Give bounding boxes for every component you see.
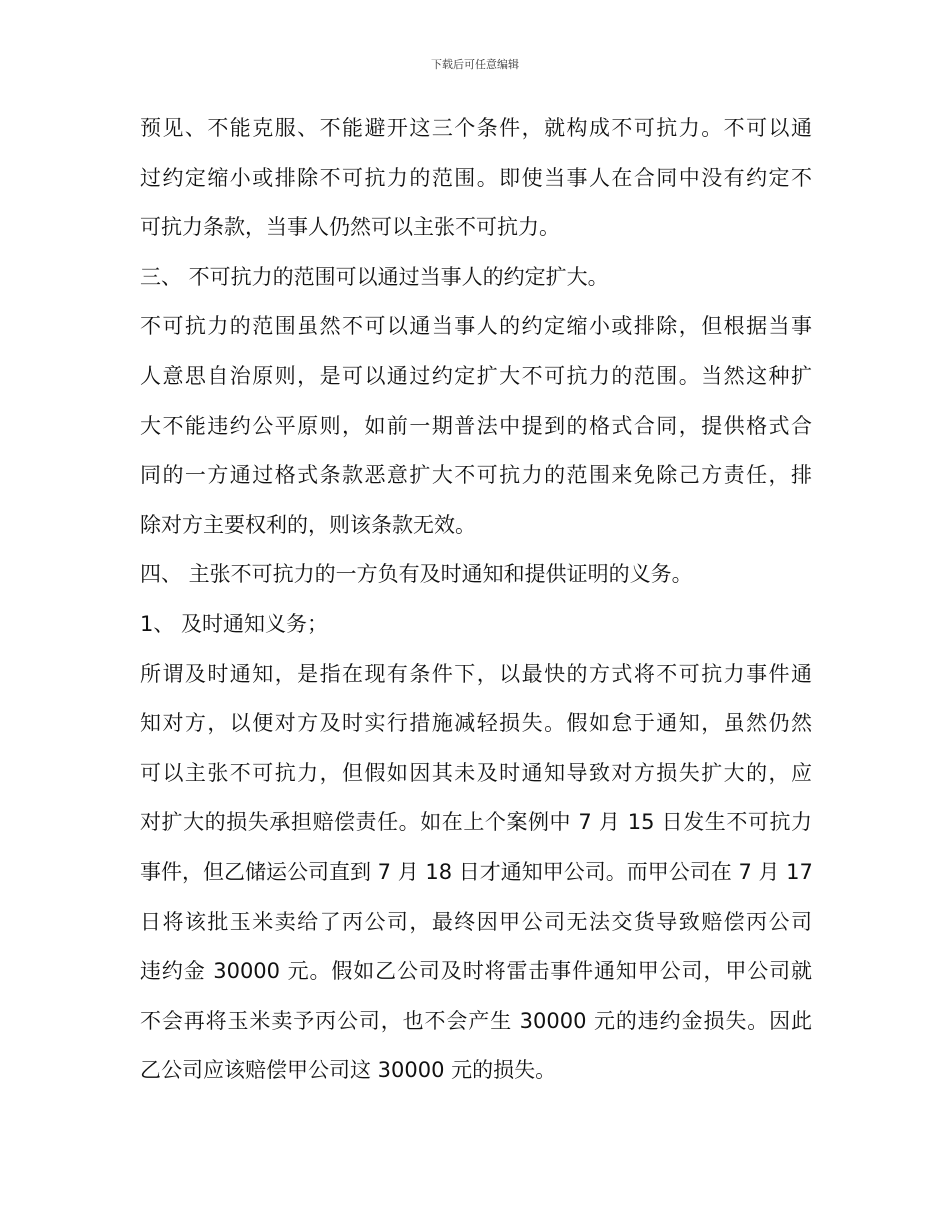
text-line-6: 人意思自治原则，是可以通过约定扩大不可抗力的范围。当然这种扩 [140, 363, 812, 388]
text-line-12: 所谓及时通知，是指在现有条件下，以最快的方式将不可抗力事件通 [140, 661, 812, 686]
subsection-heading-1: 1、 及时通知义务； [140, 611, 329, 636]
text-line-5: 不可抗力的范围虽然不可以通当事人的约定缩小或排除，但根据当事 [140, 314, 812, 339]
section-heading-4: 四、 主张不可抗力的一方负有及时通知和提供证明的义务。 [140, 562, 693, 587]
text-line-20: 乙公司应该赔偿甲公司这 30000 元的损失。 [140, 1058, 557, 1083]
text-line-1: 预见、不能克服、不能避开这三个条件，就构成不可抗力。不可以通 [140, 116, 812, 140]
text-line-19: 不会再将玉米卖予丙公司，也不会产生 30000 元的违约金损失。因此 [140, 1008, 812, 1033]
text-line-9: 除对方主要权利的，则该条款无效。 [140, 512, 476, 537]
document-body [140, 104, 812, 1096]
text-line-14: 可以主张不可抗力，但假如因其未及时通知导致对方损失扩大的，应 [140, 760, 812, 785]
text-line-2: 过约定缩小或排除不可抗力的范围。即使当事人在合同中没有约定不 [140, 165, 812, 190]
text-line-16: 事件，但乙储运公司直到 7 月 18 日才通知甲公司。而甲公司在 7 月 17 [140, 859, 813, 884]
text-line-18: 违约金 30000 元。假如乙公司及时将雷击事件通知甲公司，甲公司就 [140, 959, 812, 984]
text-line-3: 可抗力条款，当事人仍然可以主张不可抗力。 [140, 215, 560, 240]
text-line-8: 同的一方通过格式条款恶意扩大不可抗力的范围来免除己方责任，排 [140, 463, 812, 488]
text-line-15: 对扩大的损失承担赔偿责任。如在上个案例中 7 月 15 日发生不可抗力 [140, 810, 812, 835]
page-header: 下载后可任意编辑 [431, 58, 519, 71]
text-line-7: 大不能违约公平原则，如前一期普法中提到的格式合同，提供格式合 [140, 413, 812, 438]
text-line-17: 日将该批玉米卖给了丙公司，最终因甲公司无法交货导致赔偿丙公司 [140, 909, 812, 934]
section-heading-3: 三、 不可抗力的范围可以通过当事人的约定扩大。 [140, 264, 609, 289]
text-line-13: 知对方，以便对方及时实行措施减轻损失。假如怠于通知，虽然仍然 [140, 711, 812, 736]
